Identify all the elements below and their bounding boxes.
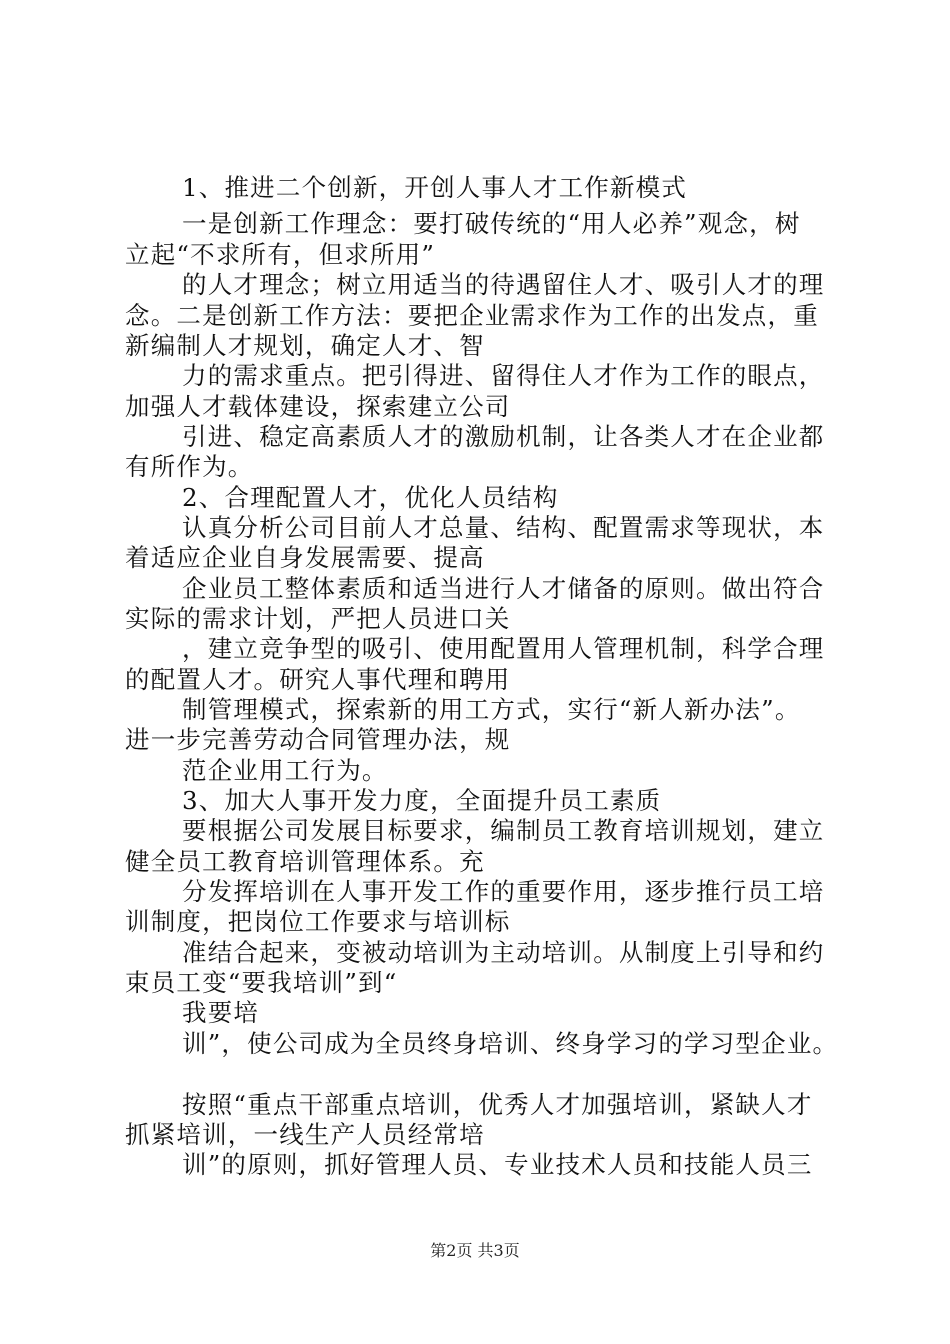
paragraph-line: 分发挥培训在人事开发工作的重要作用，逐步推行员工培 [182, 877, 825, 906]
page-number-footer: 第2页 共3页 [430, 1241, 520, 1260]
paragraph-line: 加强人才载体建设，探索建立公司 [125, 392, 511, 421]
paragraph-line: 实际的需求计划，严把人员进口关 [125, 604, 511, 633]
paragraph-line: 的配置人才。研究人事代理和聘用 [125, 665, 511, 694]
paragraph-line: 立起“不求所有，但求所用” [125, 240, 436, 269]
paragraph-line: 的人才理念；树立用适当的待遇留住人才、吸引人才的理 [182, 270, 825, 299]
paragraph-line: ，建立竞争型的吸引、使用配置用人管理机制，科学合理 [182, 634, 825, 663]
paragraph-line: 企业员工整体素质和适当进行人才储备的原则。做出符合 [182, 574, 825, 603]
paragraph-line: 我要培 [182, 998, 260, 1027]
paragraph-line: 训制度，把岗位工作要求与培训标 [125, 907, 511, 936]
paragraph-line: 健全员工教育培训管理体系。充 [125, 847, 485, 876]
paragraph-line: 有所作为。 [125, 452, 254, 481]
paragraph-line: 抓紧培训，一线生产人员经常培 [125, 1120, 485, 1149]
paragraph-line: 按照“重点干部重点培训，优秀人才加强培训，紧缺人才 [182, 1090, 813, 1119]
section-heading-1: 1、推进二个创新，开创人事人才工作新模式 [182, 173, 688, 202]
paragraph-line: 力的需求重点。把引得进、留得住人才作为工作的眼点， [182, 361, 825, 390]
paragraph-line: 训”，使公司成为全员终身培训、终身学习的学习型企业。 [182, 1029, 839, 1058]
paragraph-line: 准结合起来，变被动培训为主动培训。从制度上引导和约 [182, 938, 825, 967]
paragraph-line: 制管理模式，探索新的用工方式，实行“新人新办法”。 [182, 695, 801, 724]
section-heading-3: 3、加大人事开发力度，全面提升员工素质 [182, 786, 662, 815]
paragraph-line: 念。二是创新工作方法：要把企业需求作为工作的出发点，重 [125, 301, 819, 330]
paragraph-line: 一是创新工作理念：要打破传统的“用人必养”观念，树 [182, 209, 801, 238]
section-heading-2: 2、合理配置人才，优化人员结构 [182, 483, 559, 512]
paragraph-line: 引进、稳定高素质人才的激励机制，让各类人才在企业都 [182, 422, 825, 451]
paragraph-line: 认真分析公司目前人才总量、结构、配置需求等现状，本 [182, 513, 825, 542]
paragraph-line: 训”的原则，抓好管理人员、专业技术人员和技能人员三 [182, 1150, 813, 1179]
paragraph-line: 范企业用工行为。 [182, 756, 388, 785]
paragraph-line: 新编制人才规划，确定人才、智 [125, 331, 485, 360]
paragraph-line: 要根据公司发展目标要求，编制员工教育培训规划，建立 [182, 816, 825, 845]
paragraph-line: 束员工变“要我培训”到“ [125, 968, 398, 997]
paragraph-line: 进一步完善劳动合同管理办法，规 [125, 725, 511, 754]
paragraph-line: 着适应企业自身发展需要、提高 [125, 543, 485, 572]
